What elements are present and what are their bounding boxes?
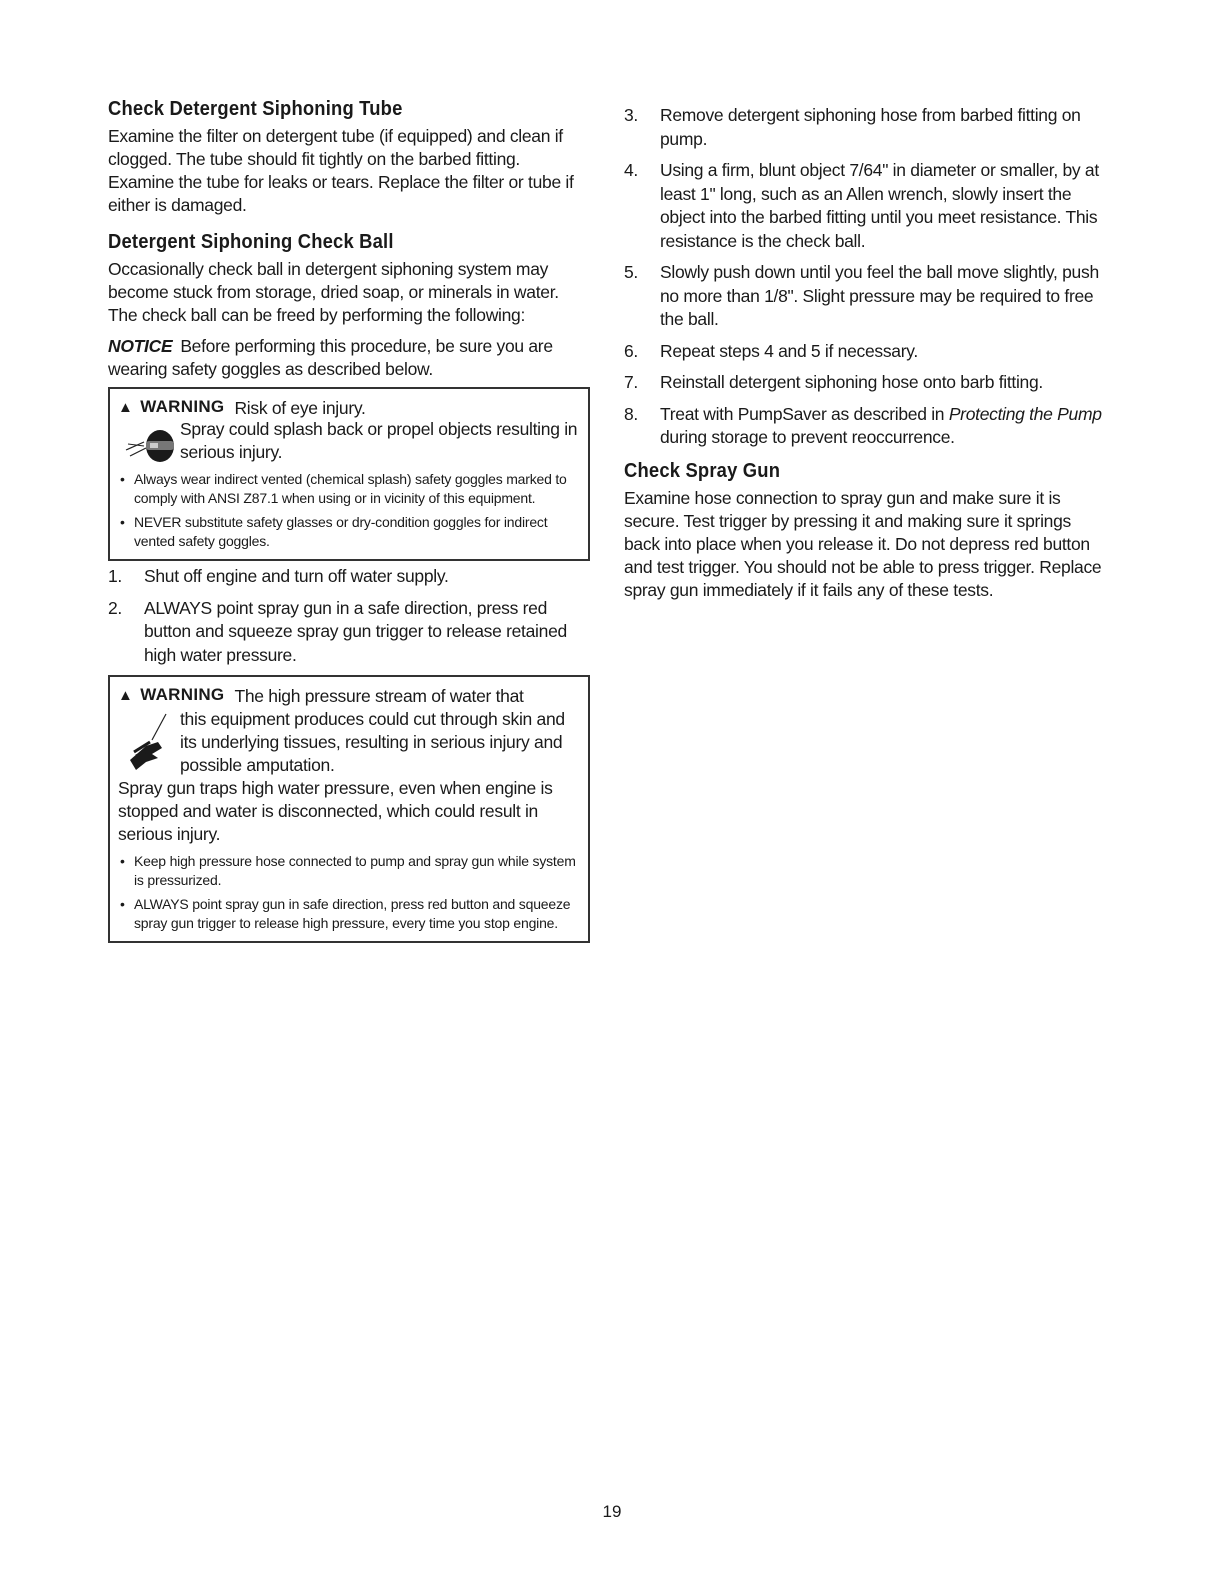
heading-check-ball: Detergent Siphoning Check Ball (108, 231, 394, 253)
step-item: 8. Treat with PumpSaver as described in Protecting the Pump during storage to prevent reoccurrence. (624, 403, 1102, 447)
warning-body (118, 420, 578, 464)
cross-reference: Protecting the Pump (948, 403, 1102, 424)
notice-label: NOTICE (108, 336, 173, 356)
notice-text: Before performing this procedure, be sure you are wearing safety goggles as described below. (108, 336, 553, 379)
warning-box-eye-injury (108, 387, 590, 561)
warning-bullet-list (118, 470, 578, 551)
goggles-splash-icon (118, 420, 180, 464)
warning-header (118, 685, 578, 708)
warning-bullet: • Always wear indirect vented (chemical splash) safety goggles marked to comply with ANSI Z87.1 when using or in vicinity of this equipment. (118, 470, 578, 508)
steps-list-right (624, 104, 1110, 450)
steps-list-left (108, 565, 590, 667)
step-item: 2. ALWAYS point spray gun in a safe direction, press red button and squeeze spray gun trigger to release retained high water pressure. (108, 597, 567, 665)
step-item: 5. Slowly push down until you feel the ball move slightly, push no more than 1/8". Slight pressure may be required to free the ball. (624, 262, 1099, 329)
heading-check-spray-gun: Check Spray Gun (624, 459, 781, 482)
step-item: 6. Repeat steps 4 and 5 if necessary. (624, 340, 918, 361)
warning-body (118, 708, 578, 777)
warning-text: this equipment produces could cut through skin and its underlying tissues, resulting in serious injury and possible amputation. (180, 709, 565, 775)
warning-paragraph: Spray gun traps high water pressure, even when engine is stopped and water is disconnected, which could result in serious injury. (118, 778, 553, 844)
page-number: 19 (602, 1502, 622, 1521)
warning-text: Spray could splash back or propel objects resulting in serious injury. (180, 419, 578, 462)
warning-header (118, 397, 578, 420)
paragraph-detergent-tube: Examine the filter on detergent tube (if equipped) and clean if clogged. The tube should fit tightly on the barbed fitting. Examine the tube for leaks or tears. Replace the filter or tube if either is damaged. (108, 126, 574, 215)
warning-triangle-icon: ▲ (118, 399, 134, 416)
step-item: 1. Shut off engine and turn off water supply. (108, 566, 449, 586)
warning-title: ▲ WARNING (118, 397, 225, 416)
warning-lead: The high pressure stream of water that (234, 686, 524, 706)
right-column (624, 104, 1110, 602)
warning-lead: Risk of eye injury. (234, 398, 366, 418)
hand-laceration-icon (118, 708, 180, 774)
warning-triangle-icon: ▲ (118, 687, 134, 704)
step-item: 7. Reinstall detergent siphoning hose onto barb fitting. (624, 372, 1043, 392)
warning-bullet-list (118, 852, 578, 933)
step-item: 3. Remove detergent siphoning hose from barbed fitting on pump. (624, 105, 1081, 149)
warning-bullet: • Keep high pressure hose connected to pump and spray gun while system is pressurized. (118, 852, 578, 890)
step-item: 4. Using a firm, blunt object 7/64" in diameter or smaller, by at least 1" long, such as an Allen wrench, slowly insert the object into the barbed fitting until you meet resistance. This resistance is the check ball. (624, 160, 1099, 251)
heading-check-detergent-tube: Check Detergent Siphoning Tube (108, 98, 403, 120)
paragraph-check-ball: Occasionally check ball in detergent siphoning system may become stuck from storage, dried soap, or minerals in water. The check ball can be freed by performing the following: (108, 259, 559, 325)
warning-bullet: • ALWAYS point spray gun in safe direction, press red button and squeeze spray gun trigger to release high pressure, every time you stop engine. (118, 895, 578, 933)
warning-title: ▲ WARNING (118, 685, 225, 704)
notice-paragraph (108, 335, 590, 381)
warning-bullet: • NEVER substitute safety glasses or dry-condition goggles for indirect vented safety goggles. (118, 513, 578, 551)
warning-box-high-pressure (108, 675, 590, 943)
paragraph-spray-gun: Examine hose connection to spray gun and make sure it is secure. Test trigger by pressing it and making sure it springs back into place when you release it. Do not depress red button and test trigger. You should not be able to press trigger. Replace spray gun immediately if it fails any of these tests. (624, 487, 1102, 600)
left-column (108, 98, 590, 943)
